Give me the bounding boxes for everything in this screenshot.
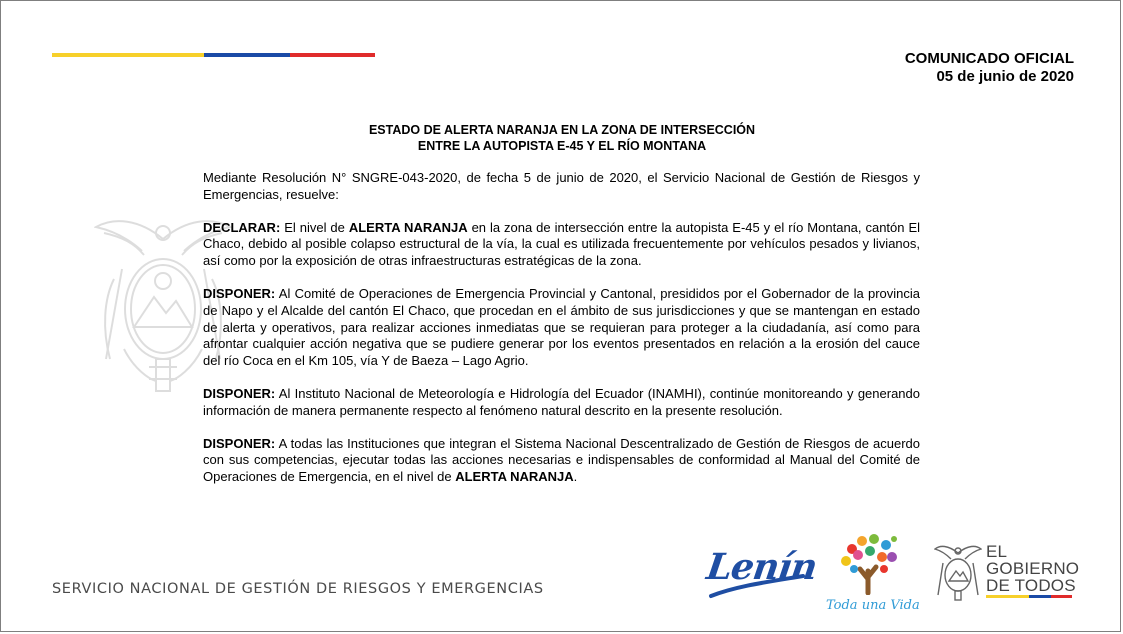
disponer-paragraph-1 bbox=[203, 286, 920, 370]
paragraph-text: . bbox=[573, 469, 578, 485]
flag-color-stripe bbox=[52, 53, 375, 57]
lenin-logo-text: Lenín bbox=[704, 546, 820, 588]
coat-of-arms-icon bbox=[934, 543, 982, 601]
document-title bbox=[201, 123, 923, 154]
paragraph-text: Al Comité de Operaciones de Emergencia Provincial y Cantonal, presididos por el Gobernador de la provincia de Napo y el Alcalde del cantón El Chaco, que procedan en el ámbito de sus jurisdicciones y que se mantengan en estado de alerta y operativos, para realizar acciones inmediatas que se requieran para proteger a la ciudadanía, así como para afrontar cualquier acción negativa que se pudiere generar por los eventos presentados en relación a la erosión del cauce del río Coca en el Km 105, vía Y de Baeza – Lago Agrio. bbox=[203, 285, 920, 369]
paragraph-text: El nivel de bbox=[280, 219, 349, 235]
paragraph-emphasis: ALERTA NARANJA bbox=[455, 469, 574, 485]
disponer-paragraph-2 bbox=[203, 386, 920, 420]
gobierno-color-stripe bbox=[986, 595, 1072, 598]
title-line-1: ESTADO DE ALERTA NARANJA EN LA ZONA DE INTERSECCIÓN bbox=[368, 123, 756, 137]
paragraph-keyword: DISPONER: bbox=[203, 285, 276, 301]
toda-una-vida-logo bbox=[824, 531, 920, 613]
gobierno-line-3: DE TODOS bbox=[986, 576, 1076, 595]
stripe-blue bbox=[204, 53, 290, 57]
gobierno-line-2: GOBIERNO bbox=[986, 559, 1080, 578]
lenin-logo bbox=[704, 546, 820, 602]
paragraph-keyword: DISPONER: bbox=[203, 435, 276, 451]
stripe-red bbox=[290, 53, 375, 57]
gobierno-logo-text bbox=[986, 543, 1079, 594]
disponer-paragraph-3 bbox=[203, 436, 920, 486]
paragraph-text: Al Instituto Nacional de Meteorología e Hidrología del Ecuador (INAMHI), continúe monitoreando y generando información de manera permanente respecto al fenómeno natural descrito en la presente resolución. bbox=[203, 385, 920, 418]
gobierno-de-todos-logo bbox=[934, 541, 1079, 603]
title-line-2: ENTRE LA AUTOPISTA E-45 Y EL RÍO MONTANA bbox=[417, 138, 707, 153]
paragraph-emphasis: ALERTA NARANJA bbox=[348, 219, 468, 235]
stripe-blue bbox=[1029, 595, 1051, 598]
paragraph-text: A todas las Instituciones que integran el Sistema Nacional Descentralizado de Gestión de Riesgos de acuerdo con sus competencias, ejecutar todas las acciones necesarias e indispensables de conformidad al Manual del Comité de Operaciones de Emergencia, en el nivel de bbox=[203, 435, 920, 485]
paragraph-text: en la zona de intersección entre la autopista E-45 y el río Montana, cantón El Chaco, debido al posible colapso estructural de la vía, la cual es utilizada frecuentemente por vehículos pesados y livianos, así como por la exposición de otras infraestructuras estratégicas de la zona. bbox=[203, 219, 921, 269]
communique-header bbox=[905, 50, 1074, 86]
communique-date: 05 de junio de 2020 bbox=[936, 68, 1074, 85]
stripe-red bbox=[1051, 595, 1072, 598]
tree-logo-caption: Toda una Vida bbox=[826, 598, 920, 613]
paragraph-keyword: DECLARAR: bbox=[203, 219, 281, 235]
paragraph-keyword: DISPONER: bbox=[203, 385, 276, 401]
document-body bbox=[203, 170, 920, 502]
agency-name: SERVICIO NACIONAL DE GESTIÓN DE RIESGOS Y EMERGENCIAS bbox=[52, 581, 544, 597]
gobierno-line-1: EL bbox=[986, 542, 1008, 561]
intro-text: Mediante Resolución N° SNGRE-043-2020, de fecha 5 de junio de 2020, el Servicio Nacional de Gestión de Riesgos y Emergencias, resuelve: bbox=[203, 170, 920, 202]
communique-label: COMUNICADO OFICIAL bbox=[904, 50, 1074, 67]
lenin-swoosh-icon bbox=[707, 546, 807, 602]
colorful-tree-icon bbox=[824, 531, 916, 595]
stripe-yellow bbox=[52, 53, 204, 57]
intro-paragraph bbox=[203, 170, 920, 204]
stripe-yellow bbox=[986, 595, 1029, 598]
declarar-paragraph bbox=[203, 220, 920, 270]
